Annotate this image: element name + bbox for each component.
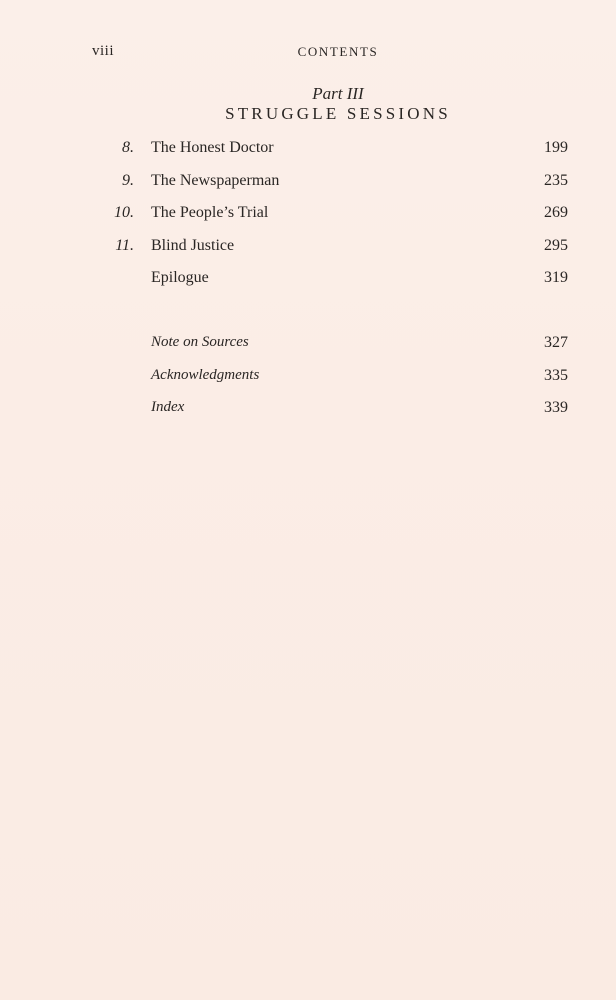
toc-entry-epilogue — [0, 269, 616, 291]
toc-entry-chapter-11 — [0, 237, 616, 259]
chapter-title: The Newspaperman — [151, 172, 280, 189]
chapter-number: 8. — [122, 139, 134, 156]
part-title: STRUGGLE SESSIONS — [225, 104, 451, 123]
toc-entry-index — [0, 399, 616, 421]
chapter-title: The Honest Doctor — [151, 139, 274, 156]
toc-entry-acknowledgments — [0, 367, 616, 389]
back-matter-title: Note on Sources — [151, 334, 249, 350]
part-label: Part III — [312, 84, 364, 103]
chapter-title: Blind Justice — [151, 237, 235, 254]
page-number: 335 — [544, 367, 568, 384]
page-number: 269 — [544, 204, 568, 221]
toc-entry-note-on-sources — [0, 334, 616, 356]
page-number: 327 — [544, 334, 568, 351]
page-number: 199 — [544, 139, 568, 156]
chapter-number: 11. — [115, 237, 134, 254]
chapter-number: 10. — [114, 204, 134, 221]
back-matter-title: Acknowledgments — [151, 367, 260, 383]
page-number: 339 — [544, 399, 568, 416]
page-number: 319 — [544, 269, 568, 286]
back-matter-title: Index — [151, 399, 185, 415]
page-number: 295 — [544, 237, 568, 254]
running-head-title: CONTENTS — [297, 44, 379, 59]
toc-entry-chapter-8 — [0, 139, 616, 161]
chapter-title: Epilogue — [151, 269, 209, 286]
chapter-title: The People’s Trial — [151, 204, 269, 221]
page-number: 235 — [544, 172, 568, 189]
toc-entry-chapter-9 — [0, 172, 616, 194]
chapter-number: 9. — [122, 172, 134, 189]
toc-entry-chapter-10 — [0, 204, 616, 226]
page-folio: viii — [92, 43, 115, 59]
